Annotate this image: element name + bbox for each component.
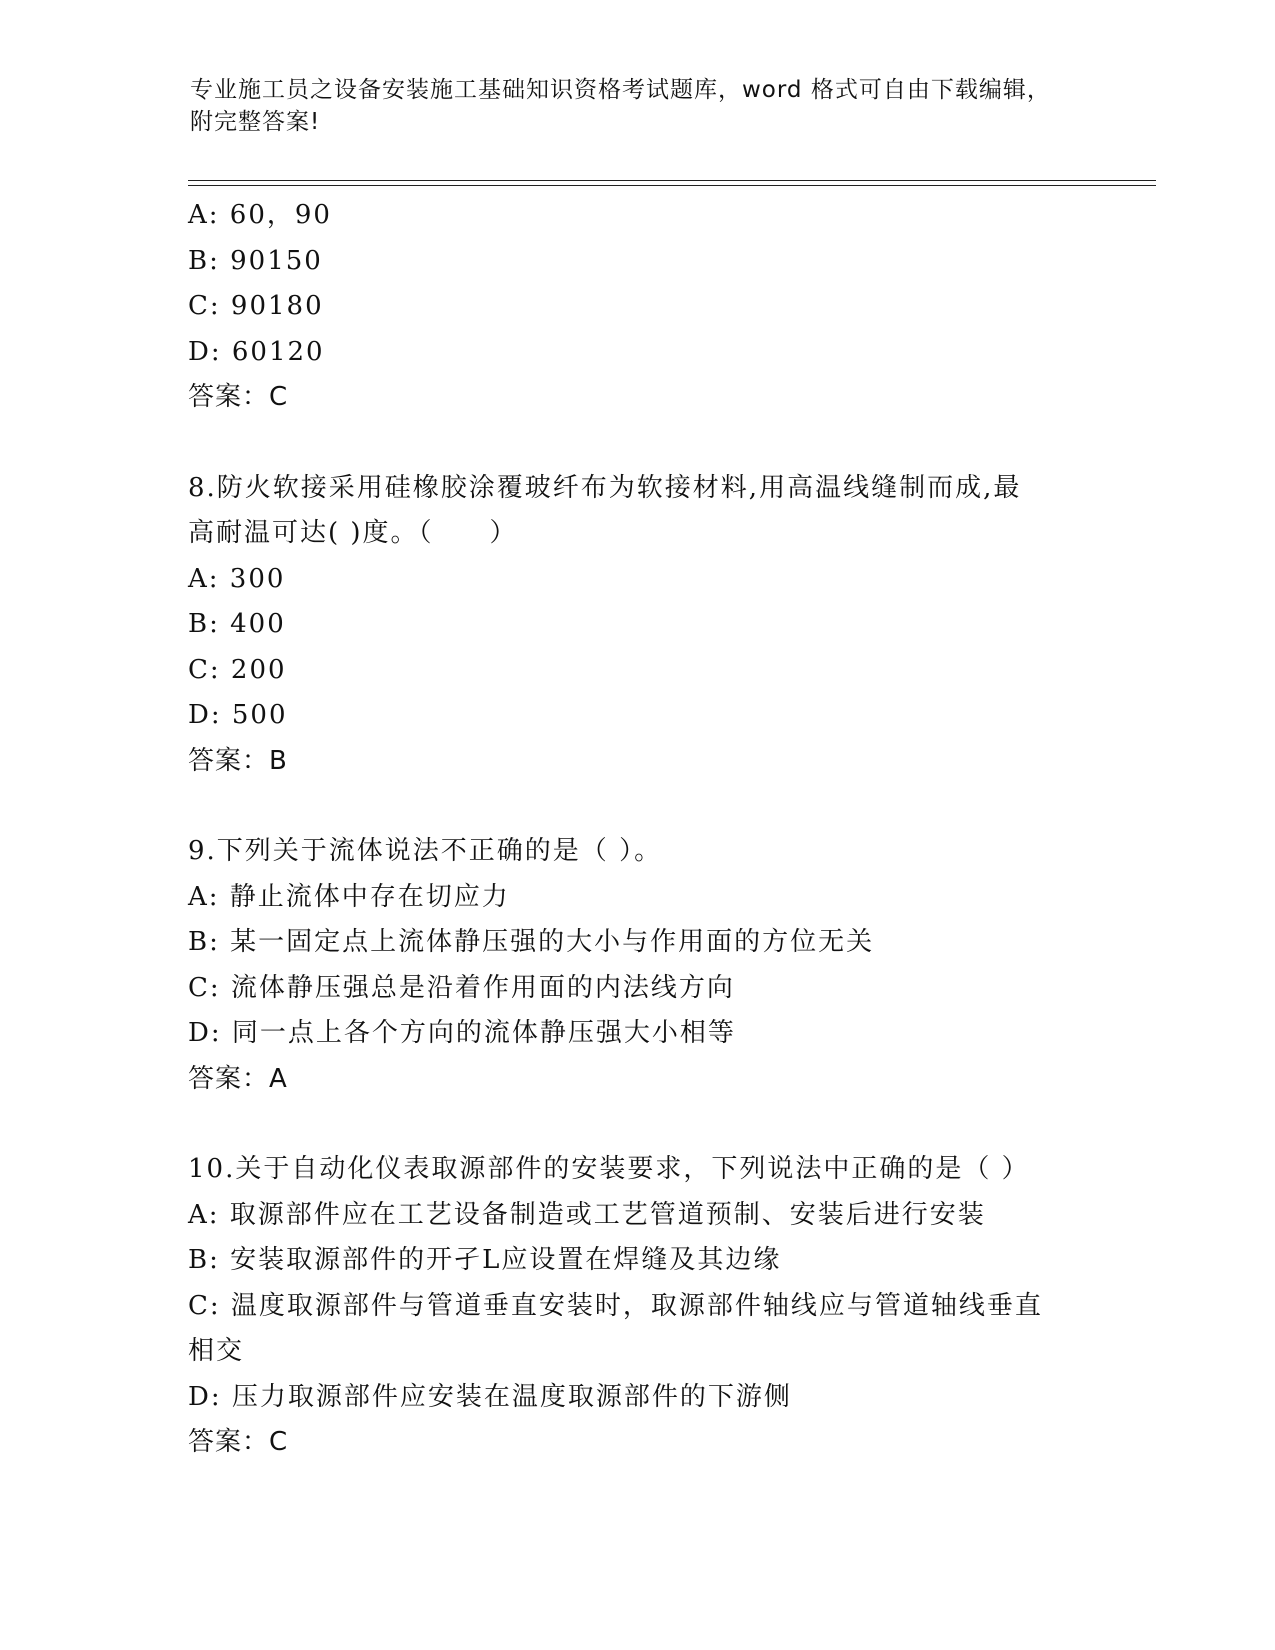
question-9: [188, 829, 1088, 1102]
option-d: D: 同一点上各个方向的流体静压强大小相等: [188, 1018, 736, 1048]
option-d: D: 压力取源部件应安装在温度取源部件的下游侧: [188, 1381, 792, 1412]
option-b: B: 某一固定点上流体静压强的大小与作用面的方位无关: [188, 927, 875, 957]
header-divider-bottom: [188, 185, 1156, 186]
option-b: B: 400: [188, 609, 286, 639]
option-c: C: 200: [188, 654, 287, 685]
option-a: A: 取源部件应在工艺设备制造或工艺管道预制、安装后进行安装: [188, 1199, 986, 1230]
header-divider-top: [188, 180, 1156, 181]
question-stem-line-1: 8.防火软接采用硅橡胶涂覆玻纤布为软接材料,用高温线缝制而成,最: [188, 472, 1022, 503]
spacer: [188, 784, 1088, 829]
answer-line: 答案：A: [188, 1063, 288, 1094]
question-stem-line-2: 高耐温可达( )度。（ ）: [188, 518, 518, 548]
answer-line: 答案：C: [188, 1427, 289, 1457]
question-7: [188, 193, 1088, 421]
intro-line-1: 专业施工员之设备安装施工基础知识资格考试题库，word 格式可自由下载编辑，: [190, 77, 1051, 103]
answer-line: 答案：C: [188, 382, 289, 412]
option-c-line-1: C: 温度取源部件与管道垂直安装时，取源部件轴线应与管道轴线垂直: [188, 1290, 1043, 1321]
option-c: C: 90180: [188, 291, 324, 321]
option-a: A: 300: [188, 563, 286, 594]
intro-line-2: 附完整答案!: [190, 109, 321, 135]
option-d: D: 60120: [188, 336, 325, 367]
option-d: D: 500: [188, 700, 288, 730]
option-b: B: 安装取源部件的开孑L应设置在焊缝及其边缘: [188, 1245, 782, 1275]
question-8: [188, 466, 1088, 785]
spacer: [188, 1102, 1088, 1147]
option-a: A: 静止流体中存在切应力: [188, 881, 510, 912]
spacer: [188, 421, 1088, 466]
question-10: [188, 1147, 1088, 1466]
option-c: C: 流体静压强总是沿着作用面的内法线方向: [188, 972, 735, 1003]
question-list: [188, 193, 1088, 1466]
answer-line: 答案：B: [188, 745, 288, 776]
question-stem-line-1: 10.关于自动化仪表取源部件的安装要求，下列说法中正确的是（ ）: [188, 1154, 1030, 1184]
option-b: B: 90150: [188, 245, 323, 276]
option-c-line-2: 相交: [188, 1336, 245, 1366]
option-a: A: 60，90: [188, 200, 332, 230]
question-stem-line-1: 9.下列关于流体说法不正确的是（ ）。: [188, 836, 663, 866]
document-header: [190, 74, 1090, 138]
